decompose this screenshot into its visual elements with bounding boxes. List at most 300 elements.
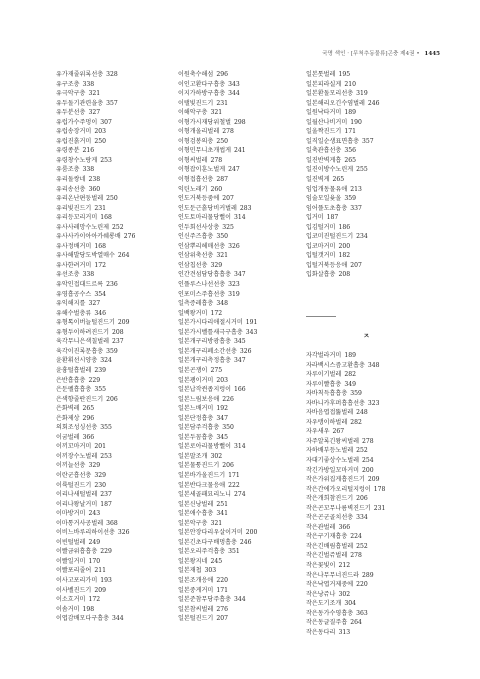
entry-name: 이탤빛진드기	[178, 99, 214, 107]
entry-page: 287	[216, 176, 228, 184]
entry-name: 일본말조개	[178, 452, 208, 460]
entry-page: 344	[233, 596, 246, 604]
entry-name: 은화제상	[56, 414, 80, 422]
entry-name: 자하배부등노벌레	[306, 447, 354, 455]
entry-name: 이리나새털벌레	[56, 491, 98, 499]
index-entry	[56, 309, 135, 319]
entry-name: 유령창수노랑게	[56, 156, 98, 164]
entry-page: 366	[338, 523, 351, 531]
entry-page: 275	[210, 366, 223, 374]
index-entry	[178, 528, 257, 538]
entry-name: 작은도기조개	[306, 600, 342, 608]
entry-page: 343	[245, 328, 258, 336]
index-entry	[178, 452, 257, 462]
entry-page: 255	[356, 166, 368, 174]
entry-page: 251	[216, 500, 228, 508]
entry-page: 345	[216, 433, 228, 441]
entry-name: 입털거북등응애	[306, 261, 348, 269]
entry-name: 이소흐거미	[56, 596, 86, 604]
index-entry	[306, 89, 380, 99]
index-entry	[306, 532, 385, 542]
entry-name: 이해악구충	[178, 109, 208, 117]
entry-page: 189	[344, 109, 356, 117]
entry-name: 작은동가수영흡충	[306, 609, 354, 617]
entry-page: 359	[344, 195, 356, 203]
entry-page: 289	[361, 571, 374, 579]
entry-page: 363	[356, 609, 368, 617]
entry-page: 250	[94, 137, 106, 145]
entry-page: 182	[338, 252, 351, 260]
entry-name: 일직일순생표면흡충	[306, 137, 359, 145]
entry-page: 329	[210, 261, 223, 269]
index-entry	[306, 571, 385, 581]
index-entry	[178, 290, 257, 300]
entry-name: 유령종분	[56, 147, 80, 155]
entry-name: 일백왕거미	[178, 309, 208, 317]
entry-page: 200	[338, 242, 351, 250]
entry-page: 298	[233, 118, 246, 126]
entry-name: 입김털거미	[306, 223, 336, 231]
entry-page: 324	[100, 357, 112, 365]
entry-page: 327	[88, 300, 101, 308]
index-entry	[178, 127, 257, 137]
entry-name: 이마통거사공벌레	[56, 519, 104, 527]
running-header	[322, 49, 440, 57]
entry-name: 인도둔근흙당비커벌레	[178, 204, 237, 212]
entry-page: 265	[332, 176, 345, 184]
entry-page: 360	[88, 185, 101, 193]
entry-page: 246	[367, 99, 380, 107]
entry-name: 이형접흡선충	[178, 176, 214, 184]
index-entry	[56, 347, 135, 357]
index-entry	[178, 595, 257, 605]
entry-name: 유형두이하려진드기	[56, 328, 109, 336]
index-entry	[178, 395, 257, 405]
index-entry	[178, 404, 257, 414]
entry-name: 자루이빨흡충	[306, 380, 342, 388]
index-entry	[178, 337, 257, 347]
index-entry	[56, 395, 135, 405]
entry-name: 작은낙엽거제중에	[306, 581, 354, 589]
entry-name: 유럽진흙거미	[56, 137, 92, 145]
entry-name: 유두분선충	[56, 109, 86, 117]
entry-page: 249	[88, 538, 101, 546]
entry-page: 278	[222, 128, 234, 136]
entry-page: 282	[344, 371, 356, 379]
entry-page: 172	[88, 596, 101, 604]
index-entry	[178, 165, 257, 175]
index-entry	[178, 471, 257, 481]
entry-page: 278	[361, 437, 374, 445]
entry-name: 일본신낭벌레	[178, 500, 214, 508]
entry-name: 입코미진털진드기	[306, 233, 354, 241]
entry-name: 일울짝진드기	[306, 128, 342, 136]
entry-name: 일본개구리폐소간선충	[178, 347, 237, 355]
entry-page: 296	[82, 414, 95, 422]
entry-page: 343	[228, 80, 240, 88]
entry-page: 307	[100, 118, 112, 126]
index-entry	[178, 137, 257, 147]
index-entry	[178, 270, 257, 280]
index-entry	[56, 414, 135, 424]
entry-page: 319	[228, 290, 240, 298]
entry-page: 193	[100, 576, 112, 584]
entry-name: 유구조충	[56, 80, 80, 88]
entry-name: 일본환돌모리선충	[306, 90, 354, 98]
index-entry	[306, 418, 385, 428]
index-column-2	[178, 70, 257, 624]
entry-page: 328	[106, 71, 118, 78]
entry-page: 241	[233, 147, 246, 155]
entry-name: 이인고환다구흡충	[178, 80, 226, 88]
index-entry	[56, 519, 135, 529]
index-entry	[56, 108, 135, 118]
entry-page: 278	[350, 552, 362, 560]
entry-page: 168	[100, 214, 112, 222]
entry-page: 239	[94, 366, 106, 374]
entry-page: 207	[222, 195, 234, 203]
entry-name: 일본준참무당주흡충	[178, 596, 231, 604]
index-entry	[306, 80, 380, 90]
entry-name: 이빨포리줄어	[56, 567, 92, 575]
index-entry	[56, 280, 135, 290]
entry-page: 186	[338, 223, 351, 231]
entry-page: 296	[216, 71, 228, 78]
entry-name: 유해수벌충류	[56, 309, 92, 317]
entry-page: 321	[210, 109, 223, 117]
index-entry	[178, 376, 257, 386]
entry-name: 이끼장수노벌레	[56, 452, 98, 460]
index-entry	[56, 165, 135, 175]
entry-page: 229	[88, 376, 101, 384]
entry-page: 264	[117, 252, 130, 260]
entry-page: 354	[94, 290, 106, 298]
entry-page: 321	[210, 519, 223, 527]
section-letter: ㅈ	[363, 331, 370, 340]
entry-page: 265	[344, 156, 356, 164]
entry-page: 278	[210, 156, 223, 164]
entry-page: 224	[350, 533, 362, 541]
entry-name: 일본가시다리애절시거미	[178, 319, 243, 327]
index-entry	[56, 194, 135, 204]
entry-page: 172	[94, 261, 106, 269]
entry-name: 일측증레흡충	[178, 300, 214, 308]
index-entry	[56, 528, 135, 538]
entry-name: 윤환휘선시양충	[56, 357, 98, 365]
index-entry	[178, 557, 257, 567]
entry-page: 338	[82, 80, 95, 88]
entry-name: 자바칙득흡흡충	[306, 390, 348, 398]
entry-page: 325	[222, 223, 234, 231]
entry-name: 이형개올리벌레	[178, 128, 220, 136]
header-bullet: •	[416, 51, 420, 57]
index-entry	[178, 566, 257, 576]
index-entry	[56, 366, 135, 376]
index-entry	[56, 156, 135, 166]
entry-name: 작긴가방일꼬마거미	[306, 466, 359, 474]
entry-name: 은화벽레	[56, 405, 80, 413]
entry-name: 자바음엽접뚫벌레	[306, 409, 354, 417]
entry-name: 일진벽게	[306, 176, 330, 184]
index-entry	[178, 519, 257, 529]
entry-name: 유가재줄위록선충	[56, 71, 104, 78]
entry-page: 304	[344, 600, 356, 608]
entry-page: 321	[88, 90, 101, 98]
entry-name: 작은간에가오리털지렁이	[306, 485, 371, 493]
entry-page: 347	[233, 357, 246, 365]
entry-name: 유악인접대드르륵	[56, 281, 104, 289]
index-entry	[178, 423, 257, 433]
entry-page: 338	[82, 166, 95, 174]
entry-page: 327	[88, 109, 101, 117]
entry-name: 일본톳벌레	[306, 71, 336, 78]
index-entry	[56, 261, 135, 271]
index-entry	[56, 242, 135, 252]
entry-page: 326	[117, 529, 130, 537]
entry-page: 282	[350, 418, 362, 426]
index-entry	[306, 523, 385, 533]
entry-page: 355	[94, 386, 106, 394]
entry-name: 이형민무니초개썹게	[178, 147, 231, 155]
entry-name: 작은관벌레	[306, 523, 336, 531]
entry-page: 187	[326, 214, 339, 222]
entry-page: 206	[356, 495, 368, 503]
entry-name: 이비느바루리하이선충	[56, 529, 115, 537]
entry-name: 작은동글질주흡	[306, 619, 348, 627]
entry-page: 319	[356, 90, 368, 98]
index-entry	[178, 433, 257, 443]
entry-name: 일본개구리방광흡충	[178, 338, 231, 346]
index-entry	[56, 99, 135, 109]
entry-page: 220	[356, 581, 368, 589]
entry-page: 189	[344, 352, 356, 359]
index-entry	[56, 586, 135, 596]
index-entry	[56, 471, 135, 481]
entry-name: 자우탱이하벌레	[306, 418, 348, 426]
index-entry	[306, 580, 385, 590]
entry-page: 349	[344, 380, 356, 388]
entry-page: 201	[94, 443, 106, 451]
index-entry	[56, 299, 135, 309]
entry-name: 일본중게거미	[178, 586, 214, 594]
entry-page: 253	[100, 156, 112, 164]
entry-name: 일진이방수노린게	[306, 166, 354, 174]
index-entry	[306, 213, 380, 223]
index-entry	[56, 614, 135, 624]
page-number: 1445	[424, 51, 440, 57]
index-entry	[178, 80, 257, 90]
index-entry	[178, 547, 257, 557]
entry-name: 유사사레망수노린제	[56, 223, 109, 231]
index-entry	[306, 475, 385, 485]
entry-page: 172	[210, 309, 223, 317]
entry-name: 이원축수해섬	[178, 71, 214, 78]
entry-name: 이형검봉의충	[178, 137, 214, 145]
entry-name: 일본긴초다구배멍흡충	[178, 538, 237, 546]
entry-name: 작은곤군골치선충	[306, 514, 354, 522]
entry-name: 이사벨진드기	[56, 586, 92, 594]
index-entry	[56, 356, 135, 366]
index-entry	[178, 242, 257, 252]
entry-page: 170	[88, 557, 101, 565]
entry-page: 346	[94, 309, 106, 317]
entry-page: 190	[350, 118, 362, 126]
entry-name: 일본개구리측정흡충	[178, 357, 231, 365]
entry-page: 313	[338, 628, 351, 636]
entry-name: 유사정배거미	[56, 242, 92, 250]
index-entry	[178, 614, 257, 624]
index-entry	[178, 576, 257, 586]
entry-name: 인도토마리물당뻘이	[178, 214, 231, 222]
entry-page: 198	[82, 605, 95, 613]
entry-name: 유리빛진드기	[56, 204, 92, 212]
entry-name: 유사해발당도박열매수	[56, 252, 115, 260]
entry-name: 자대기좋상수노벌레	[306, 457, 359, 465]
entry-name: 일원낙타거미	[306, 109, 342, 117]
index-entry	[56, 318, 135, 328]
entry-name: 작은꽃빛이	[306, 562, 336, 570]
entry-name: 일본참씨벌레	[178, 605, 214, 613]
entry-name: 유형톡이버늘털진드기	[56, 319, 115, 327]
entry-name: 유두돌기관련을충	[56, 99, 104, 107]
entry-page: 220	[216, 576, 228, 584]
entry-name: 자바니카후퍼흡흡선충	[306, 399, 365, 407]
entry-name: 자우새우	[306, 428, 330, 436]
entry-name: 이끼늘선충	[56, 462, 86, 470]
entry-page: 357	[106, 99, 118, 107]
entry-name: 임술모일윷올	[306, 195, 342, 203]
entry-page: 208	[111, 328, 124, 336]
entry-page: 236	[106, 281, 118, 289]
entry-page: 252	[111, 223, 124, 231]
entry-page: 200	[245, 529, 258, 537]
entry-name: 입거미	[306, 214, 324, 222]
entry-page: 206	[106, 395, 118, 403]
entry-page: 334	[356, 514, 368, 522]
entry-page: 356	[344, 147, 356, 155]
index-entry	[178, 328, 257, 338]
entry-name: 유리돌쌍네	[56, 176, 86, 184]
entry-page: 192	[216, 405, 228, 413]
entry-page: 323	[228, 281, 240, 289]
entry-name: 은둔펠흡흡충	[56, 386, 92, 394]
entry-name: 은반흡흡충	[56, 376, 86, 384]
entry-page: 212	[338, 562, 351, 570]
entry-page: 329	[94, 471, 106, 479]
index-entry	[56, 385, 135, 395]
entry-page: 303	[204, 567, 217, 575]
index-entry	[306, 137, 380, 147]
entry-name: 일본세골패묘리노니	[178, 491, 231, 499]
entry-page: 359	[106, 347, 118, 355]
entry-page: 248	[356, 409, 368, 417]
index-entry	[306, 389, 385, 399]
entry-name: 육각이진록문흡충	[56, 347, 104, 355]
index-entry	[306, 108, 380, 118]
index-entry	[178, 175, 257, 185]
entry-page: 314	[233, 214, 246, 222]
index-entry	[56, 146, 135, 156]
entry-name: 일본괭이거미	[178, 376, 214, 384]
entry-page: 213	[350, 185, 362, 193]
entry-name: 작은낭쥬나	[306, 590, 336, 598]
index-entry	[56, 175, 135, 185]
entry-name: 인삼뿌리헤매선충	[178, 242, 226, 250]
index-entry	[178, 261, 257, 271]
index-entry	[56, 376, 135, 386]
index-entry	[306, 223, 380, 233]
entry-page: 260	[210, 185, 223, 193]
entry-name: 인플루스나선선충	[178, 281, 226, 289]
index-entry	[56, 605, 135, 615]
entry-name: 작은긴벌쥬벌레	[306, 552, 348, 560]
index-entry	[178, 70, 257, 80]
entry-name: 인도거북등줌에	[178, 195, 220, 203]
entry-name: 이형씨벌레	[178, 156, 208, 164]
index-entry	[178, 185, 257, 195]
entry-name: 작은동다리	[306, 628, 336, 636]
entry-page: 323	[367, 399, 380, 407]
entry-page: 347	[233, 271, 246, 279]
entry-name: 일본담주걱흡충	[178, 424, 220, 432]
entry-page: 237	[111, 338, 124, 346]
entry-name: 이마방거미	[56, 510, 86, 518]
entry-page: 368	[106, 519, 118, 527]
index-entry	[306, 270, 380, 280]
entry-name: 인포미스주흡선충	[178, 290, 226, 298]
index-entry	[306, 70, 380, 80]
entry-name: 은색향줄딴진드기	[56, 395, 104, 403]
entry-page: 203	[216, 376, 228, 384]
entry-page: 178	[373, 485, 386, 493]
entry-name: 일본애수흡충	[178, 510, 214, 518]
index-entry	[306, 156, 380, 166]
entry-page: 345	[233, 338, 246, 346]
index-entry	[178, 108, 257, 118]
entry-name: 인두회선사상충	[178, 223, 220, 231]
index-entry	[306, 494, 385, 504]
index-entry	[306, 185, 380, 195]
entry-name: 일본로아리물방뻘이	[178, 443, 231, 451]
index-entry	[56, 452, 135, 462]
entry-page: 243	[88, 510, 101, 518]
entry-page: 191	[245, 319, 258, 327]
index-entry	[178, 461, 257, 471]
index-entry	[306, 380, 385, 390]
entry-name: 일본털진드기	[178, 615, 214, 623]
index-entry	[178, 500, 257, 510]
index-entry	[178, 509, 257, 519]
entry-page: 359	[350, 390, 362, 398]
entry-page: 229	[100, 548, 112, 556]
index-entry	[178, 99, 257, 109]
index-entry	[306, 456, 385, 466]
index-entry	[56, 185, 135, 195]
index-entry	[306, 437, 385, 447]
index-entry	[56, 270, 135, 280]
entry-name: 이빨금위흡흡충	[56, 548, 98, 556]
entry-name: 임어플도초흡충	[306, 204, 348, 212]
entry-page: 187	[100, 500, 112, 508]
entry-page: 247	[228, 166, 240, 174]
entry-page: 237	[100, 491, 112, 499]
index-entry	[306, 590, 385, 600]
entry-name: 육각무니은색칠벌레	[56, 338, 109, 346]
entry-name: 이엽감배모다구흡충	[56, 615, 109, 623]
entry-name: 자라백시스즘고환흡충	[306, 361, 365, 369]
index-entry	[178, 385, 257, 395]
index-entry	[306, 261, 380, 271]
